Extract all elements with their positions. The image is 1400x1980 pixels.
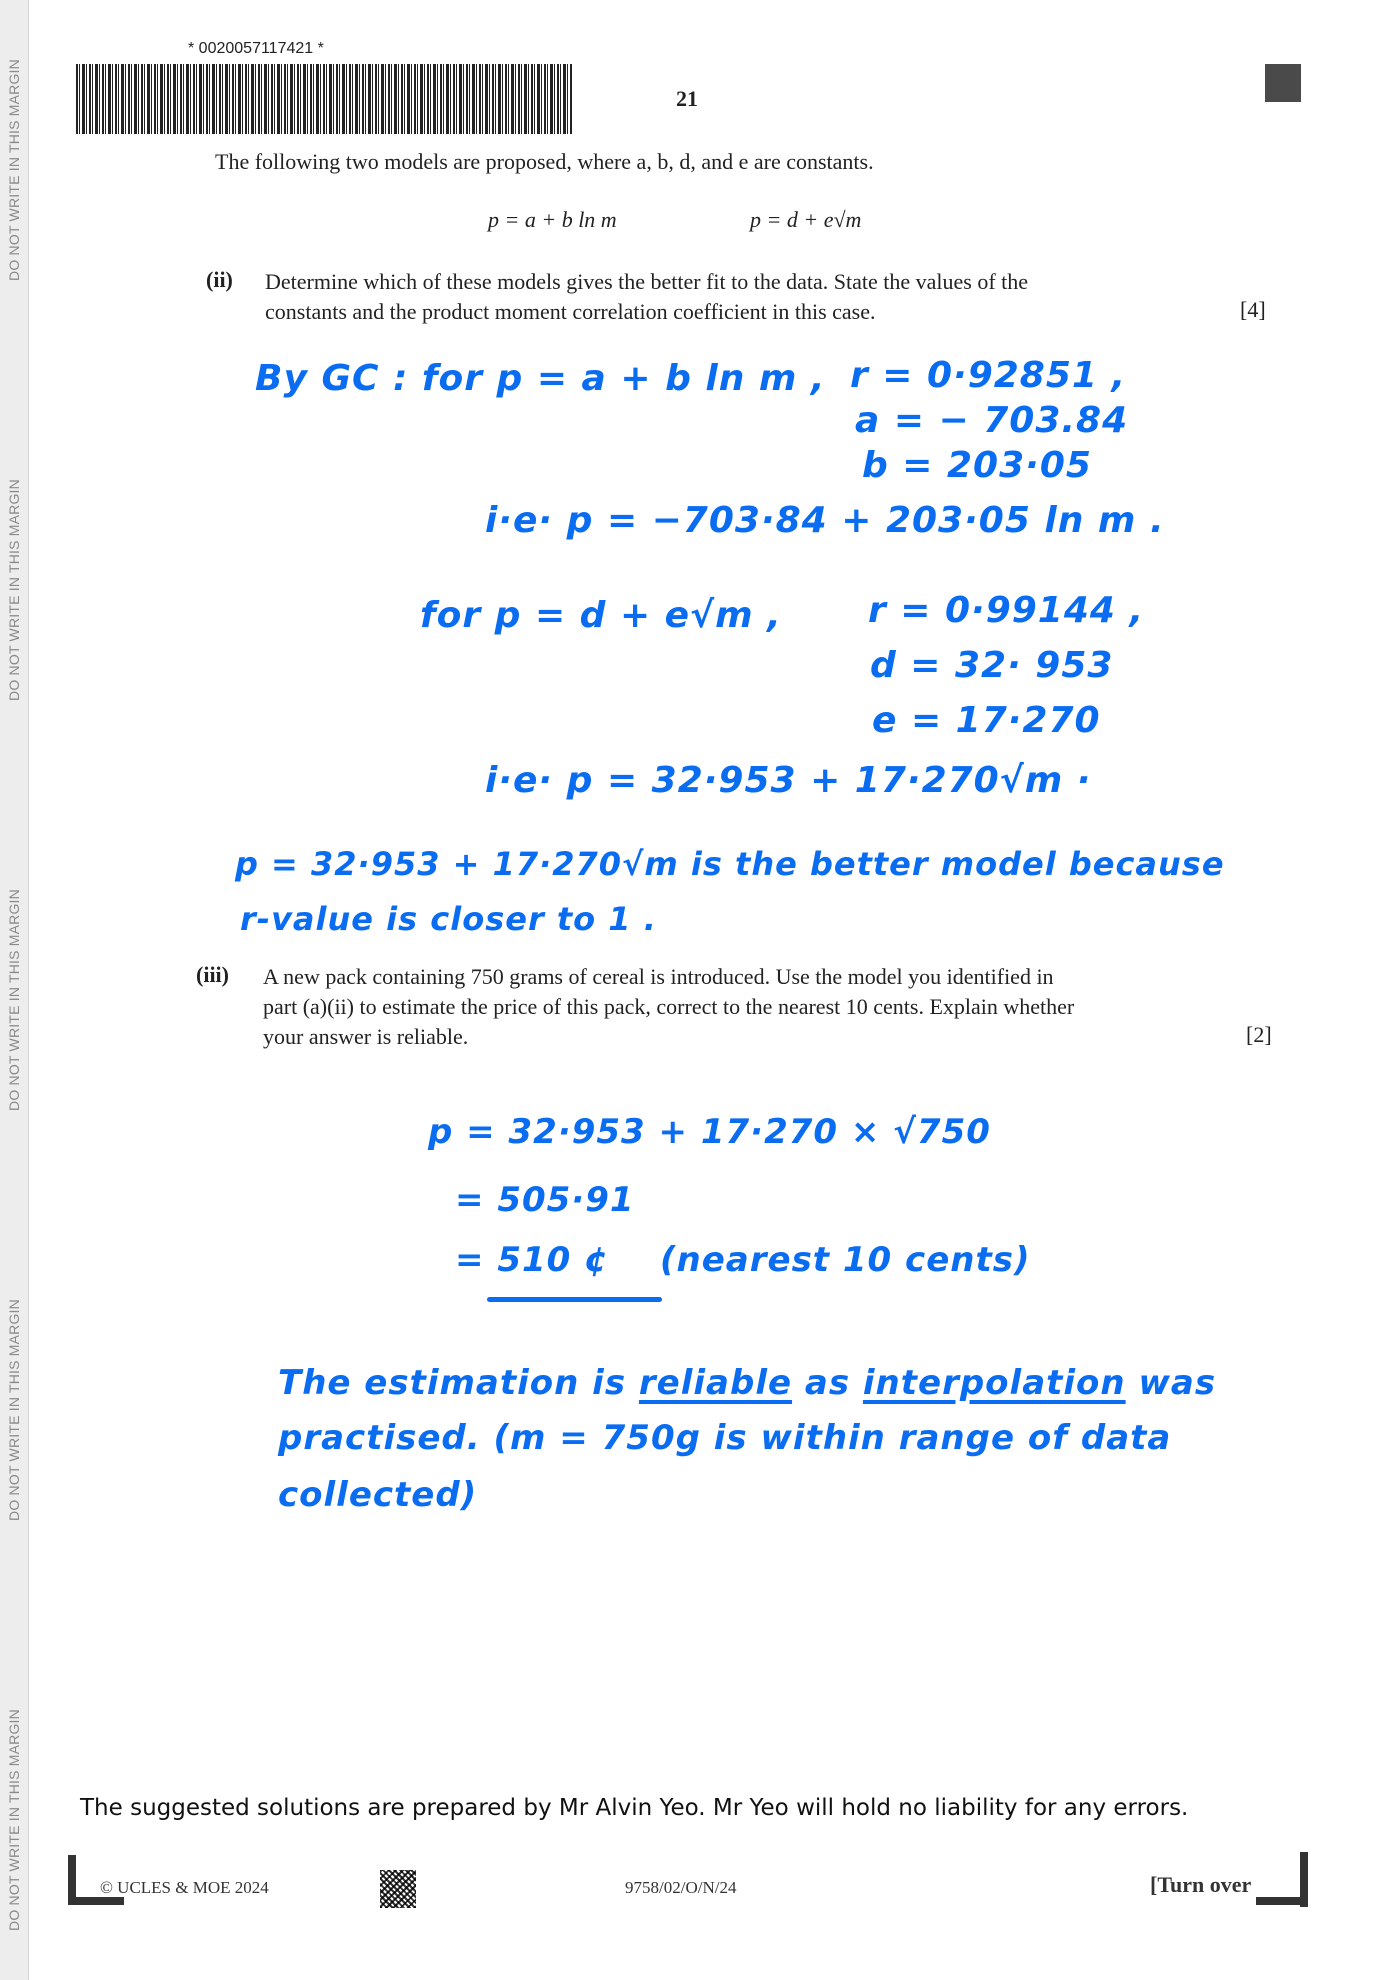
paper-code: 9758/02/O/N/24 bbox=[625, 1878, 737, 1897]
margin-notice: DO NOT WRITE IN THIS MARGIN bbox=[6, 479, 22, 701]
copyright: © UCLES & MOE 2024 bbox=[100, 1878, 269, 1897]
solution-ie1: i·e· p = −703·84 + 203·05 ln m . bbox=[485, 500, 1165, 541]
question-intro: The following two models are proposed, where a, b, d, and e are constants. bbox=[215, 149, 874, 174]
reliability-text: The estimation is bbox=[278, 1363, 639, 1403]
margin-notice: DO NOT WRITE IN THIS MARGIN bbox=[6, 1709, 22, 1931]
solution-r2: r = 0·99144 , bbox=[868, 590, 1145, 631]
turn-over: [Turn over bbox=[1150, 1872, 1252, 1897]
page-number: 21 bbox=[676, 86, 698, 111]
solution-d: d = 32· 953 bbox=[870, 645, 1114, 686]
part-iii-marks: [2] bbox=[1246, 1022, 1272, 1047]
part-ii-label: (ii) bbox=[206, 267, 233, 292]
solution-conclusion-2: r-value is closer to 1 . bbox=[240, 900, 657, 938]
solution-b: b = 203·05 bbox=[862, 445, 1092, 486]
calc-line-3-note: (nearest 10 cents) bbox=[660, 1240, 1031, 1280]
reliability-text: as bbox=[792, 1363, 863, 1403]
corner-bracket-right-icon bbox=[1256, 1897, 1308, 1905]
part-iii-text-2: part (a)(ii) to estimate the price of this pack, correct to the nearest 10 cents. Explain whether bbox=[263, 994, 1075, 1019]
barcode-icon bbox=[76, 64, 572, 134]
solution-a: a = − 703.84 bbox=[855, 400, 1129, 441]
solution-conclusion-1: p = 32·953 + 17·270√m is the better model because bbox=[235, 845, 1225, 883]
calc-line-3-value: = 510 ¢ bbox=[455, 1240, 609, 1280]
solution-ie2: i·e· p = 32·953 + 17·270√m · bbox=[485, 760, 1092, 801]
calc-line-2: = 505·91 bbox=[455, 1180, 635, 1220]
disclaimer: The suggested solutions are prepared by Mr Alvin Yeo. Mr Yeo will hold no liability for any errors. bbox=[80, 1795, 1189, 1821]
registration-mark-icon bbox=[1265, 64, 1301, 102]
part-ii-text-2: constants and the product moment correlation coefficient in this case. bbox=[265, 299, 876, 324]
barcode-number: * 0020057117421 * bbox=[188, 40, 324, 57]
solution-r1: r = 0·92851 , bbox=[850, 355, 1127, 396]
part-ii-marks: [4] bbox=[1240, 297, 1266, 322]
reliability-keyword-reliable: reliable bbox=[638, 1363, 793, 1403]
reliability-keyword-interpolation: interpolation bbox=[862, 1363, 1126, 1403]
margin-notice: DO NOT WRITE IN THIS MARGIN bbox=[6, 1299, 22, 1521]
reliability-line-3: collected) bbox=[278, 1475, 478, 1515]
part-iii-text-1: A new pack containing 750 grams of cereal is introduced. Use the model you identified in bbox=[263, 964, 1054, 989]
part-iii-label: (iii) bbox=[196, 962, 229, 987]
datamatrix-code-icon bbox=[380, 1870, 416, 1908]
solution-line2: for p = d + e√m , bbox=[420, 595, 782, 636]
solution-gc-line: By GC : for p = a + b ln m , bbox=[255, 358, 826, 399]
calc-line-1: p = 32·953 + 17·270 × √750 bbox=[428, 1112, 991, 1152]
margin-notice: DO NOT WRITE IN THIS MARGIN bbox=[6, 889, 22, 1111]
margin-strip bbox=[0, 0, 29, 1980]
model-2: p = d + e√m bbox=[750, 207, 862, 232]
reliability-line-1 bbox=[278, 1363, 1216, 1403]
answer-underline bbox=[487, 1297, 662, 1302]
corner-bracket-left-icon bbox=[68, 1897, 124, 1905]
reliability-line-2: practised. (m = 750g is within range of data bbox=[278, 1418, 1172, 1458]
part-iii-text-3: your answer is reliable. bbox=[263, 1024, 469, 1049]
margin-notice: DO NOT WRITE IN THIS MARGIN bbox=[6, 59, 22, 281]
reliability-text: was bbox=[1125, 1363, 1217, 1403]
part-ii-text-1: Determine which of these models gives the better fit to the data. State the values of the bbox=[265, 269, 1029, 294]
solution-e: e = 17·270 bbox=[872, 700, 1101, 741]
model-1: p = a + b ln m bbox=[488, 207, 617, 232]
